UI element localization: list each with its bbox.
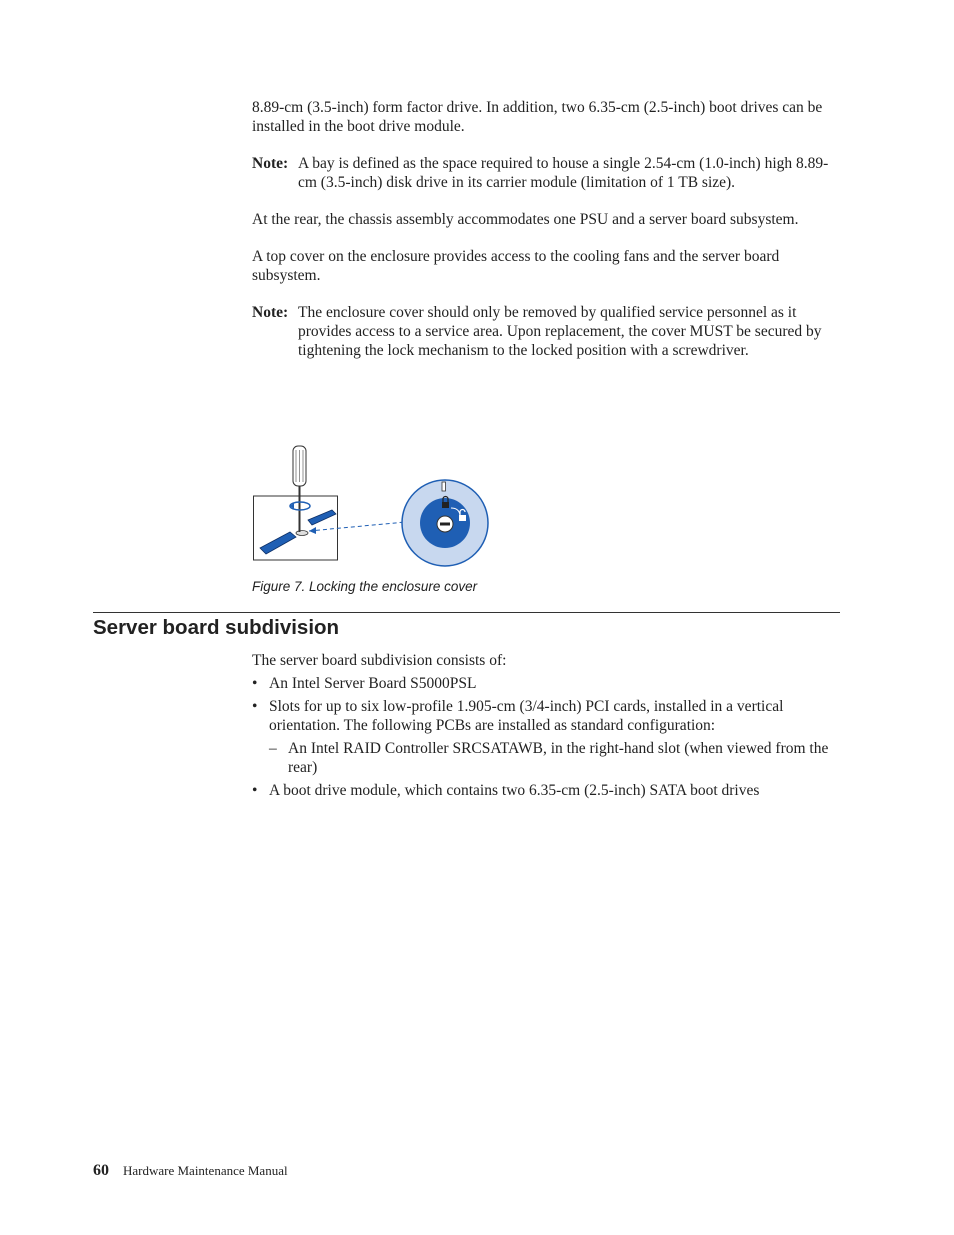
bullet-marker: • bbox=[252, 675, 258, 692]
list-item-text: An Intel Server Board S5000PSL bbox=[269, 675, 477, 692]
lock-screw bbox=[296, 531, 308, 536]
section-body bbox=[252, 651, 842, 800]
page-footer bbox=[93, 1162, 288, 1180]
paragraph-drive-form-factor: 8.89-cm (3.5-inch) form factor drive. In addition, two 6.35-cm (2.5-inch) boot drives can be installed in the boot drive module. bbox=[252, 99, 823, 135]
paragraph-rear-chassis: At the rear, the chassis assembly accommodates one PSU and a server board subsystem. bbox=[252, 211, 799, 228]
sub-list-item bbox=[269, 739, 842, 777]
note-text: The enclosure cover should only be removed by qualified service personnel as it provides access to a service area. Upon replacement, the cover MUST be secured by tightening the lock mechanism to the locked position with a screwdriver. bbox=[298, 304, 822, 359]
note-bay-definition bbox=[252, 154, 842, 192]
paragraph-top-cover: A top cover on the enclosure provides access to the cooling fans and the server board subsystem. bbox=[252, 248, 780, 284]
section-intro: The server board subdivision consists of: bbox=[252, 652, 507, 669]
bullet-marker: • bbox=[252, 782, 258, 799]
dash-marker: – bbox=[269, 740, 277, 757]
lock-dial-icon bbox=[402, 480, 488, 566]
list-item bbox=[252, 697, 842, 777]
list-item bbox=[252, 674, 842, 693]
note-label: Note: bbox=[252, 155, 289, 172]
figure-caption: Figure 7. Locking the enclosure cover bbox=[252, 579, 478, 594]
list-item-text: Slots for up to six low-profile 1.905-cm (3/4-inch) PCI cards, installed in a vertical orientation. The following PCBs are installed as standard configuration: bbox=[269, 698, 784, 734]
figure-locking-cover bbox=[252, 440, 492, 570]
section-divider bbox=[93, 612, 840, 613]
bullet-marker: • bbox=[252, 698, 258, 715]
manual-title: Hardware Maintenance Manual bbox=[123, 1163, 288, 1178]
list-item-text: A boot drive module, which contains two 6.35-cm (2.5-inch) SATA boot drives bbox=[269, 782, 760, 799]
body-text-top bbox=[252, 98, 842, 360]
section-heading: Server board subdivision bbox=[93, 616, 340, 639]
component-list bbox=[252, 674, 842, 800]
note-text: A bay is defined as the space required to house a single 2.54-cm (1.0-inch) high 8.89-cm (3.5-inch) disk drive in its carrier module (limitation of 1 TB size). bbox=[298, 155, 829, 191]
note-enclosure-cover bbox=[252, 303, 842, 360]
list-item bbox=[252, 781, 842, 800]
page-number: 60 bbox=[93, 1162, 109, 1179]
locking-illustration bbox=[252, 440, 492, 570]
note-label: Note: bbox=[252, 304, 289, 321]
sub-list bbox=[269, 739, 842, 777]
sub-list-item-text: An Intel RAID Controller SRCSATAWB, in the right-hand slot (when viewed from the rear) bbox=[288, 740, 829, 776]
